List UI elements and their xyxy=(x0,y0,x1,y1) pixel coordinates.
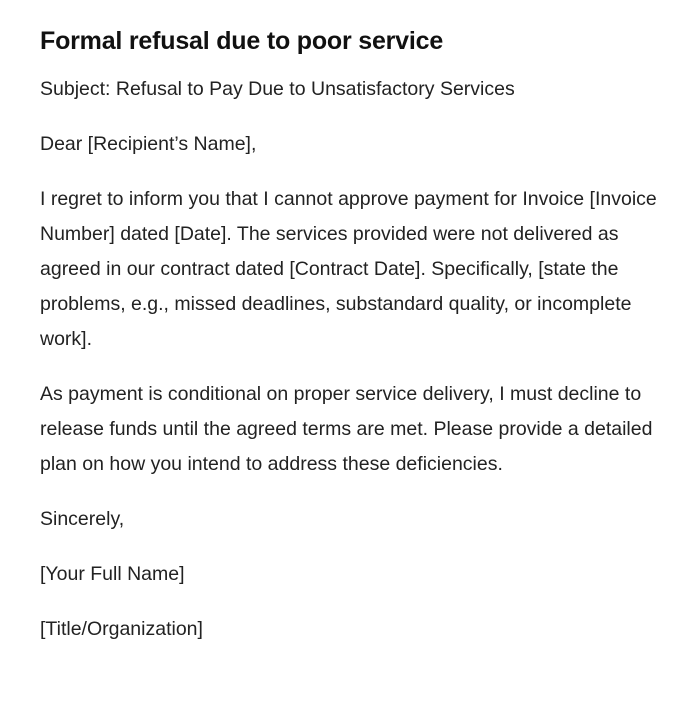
signature-title: [Title/Organization] xyxy=(40,618,203,640)
greeting: Dear [Recipient’s Name], xyxy=(40,133,257,155)
body-paragraph-2: As payment is conditional on proper service delivery, I must decline to release funds until the agreed terms are met. Please provide a detailed plan on how you intend to address these deficiencies. xyxy=(40,383,653,475)
subject-line: Subject: Refusal to Pay Due to Unsatisfactory Services xyxy=(40,78,515,100)
body-paragraph-1: I regret to inform you that I cannot approve payment for Invoice [Invoice Number] dated [Date]. The services provided were not delivered as agreed in our contract dated [Contract Date]. Specifically, [state the problems, e.g., missed deadlines, substandard quality, or incomplete work]. xyxy=(40,188,657,350)
closing: Sincerely, xyxy=(40,508,125,530)
signature-name: [Your Full Name] xyxy=(40,563,185,585)
document-title: Formal refusal due to poor service xyxy=(40,27,444,55)
